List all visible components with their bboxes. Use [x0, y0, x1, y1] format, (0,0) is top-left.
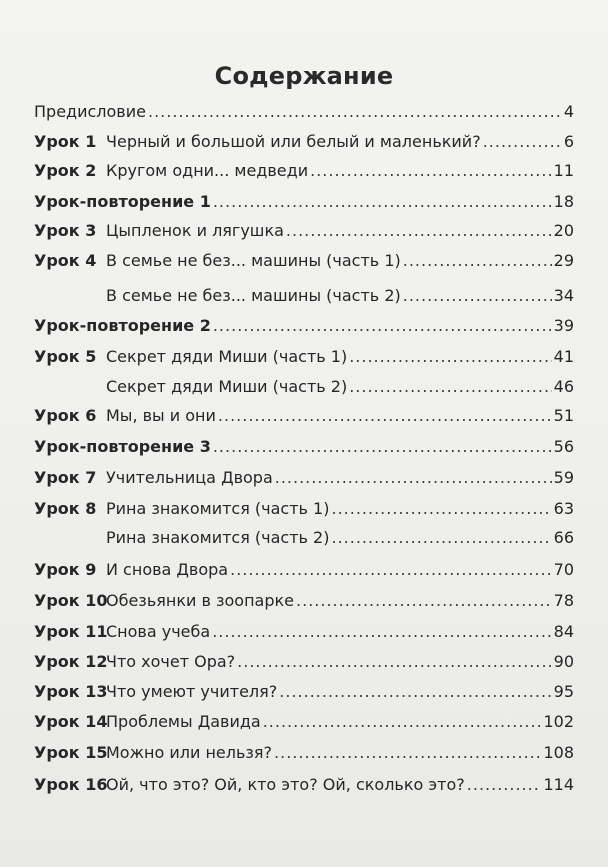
toc-page-number: 102 — [543, 712, 574, 731]
toc-lesson-number: Урок 8 — [34, 499, 97, 518]
toc-entry — [34, 621, 574, 643]
toc-entry — [34, 315, 574, 337]
toc-leader-dots — [349, 346, 551, 368]
toc-lesson-title: Секрет дяди Миши (часть 2) — [106, 377, 348, 396]
toc-page-number: 11 — [553, 161, 574, 180]
toc-leader-dots — [403, 285, 552, 307]
toc-leader-dots — [331, 527, 551, 549]
toc-lesson-number: Урок 13 — [34, 682, 108, 701]
toc-lesson-title: Обезьянки в зоопарке — [106, 591, 295, 610]
toc-entry — [34, 220, 574, 242]
toc-page-number: 46 — [553, 377, 574, 396]
toc-lesson-title: Что хочет Ора? — [106, 652, 236, 671]
toc-leader-dots — [279, 681, 551, 703]
toc-lesson-number: Урок 3 — [34, 221, 97, 240]
toc-lesson-number: Урок 5 — [34, 347, 97, 366]
toc-lesson-title: Предисловие — [34, 102, 146, 121]
toc-page-number: 18 — [553, 192, 574, 211]
toc-entry — [34, 346, 574, 368]
toc-lesson-title: Можно или нельзя? — [106, 743, 273, 762]
toc-lesson-number: Урок 14 — [34, 712, 108, 731]
toc-leader-dots — [296, 590, 552, 612]
toc-page-number: 90 — [553, 652, 574, 671]
toc-page-number: 84 — [553, 622, 574, 641]
toc-entry — [34, 160, 574, 182]
toc-leader-dots — [331, 498, 551, 520]
toc-lesson-number: Урок 12 — [34, 652, 108, 671]
toc-entry — [34, 405, 574, 427]
toc-leader-dots — [263, 711, 542, 733]
toc-entry — [34, 101, 574, 123]
toc-lesson-number: Урок-повторение 1 — [34, 192, 211, 211]
toc-lesson-number: Урок 11 — [34, 622, 108, 641]
toc-lesson-title: Рина знакомится (часть 1) — [106, 499, 330, 518]
toc-lesson-number: Урок 10 — [34, 591, 108, 610]
toc-page-number: 95 — [553, 682, 574, 701]
toc-page-number: 63 — [553, 499, 574, 518]
toc-lesson-title: Ой, что это? Ой, кто это? Ой, сколько это? — [106, 775, 465, 794]
toc-lesson-title: Проблемы Давида — [106, 712, 261, 731]
toc-page-number: 29 — [553, 251, 574, 270]
toc-page-number: 59 — [553, 468, 574, 487]
toc-leader-dots — [237, 651, 551, 673]
toc-page-number: 66 — [553, 528, 574, 547]
toc-page-number: 4 — [563, 102, 574, 121]
toc-leader-dots — [274, 742, 541, 764]
toc-lesson-title: В семье не без... машины (часть 2) — [106, 286, 401, 305]
toc-lesson-title: И снова Двора — [106, 560, 229, 579]
toc-page-number: 51 — [553, 406, 574, 425]
toc-leader-dots — [467, 774, 542, 796]
toc-entry — [34, 376, 574, 398]
toc-lesson-number: Урок 7 — [34, 468, 97, 487]
toc-lesson-title: Секрет дяди Миши (часть 1) — [106, 347, 348, 366]
toc-page-number: 6 — [563, 132, 574, 151]
toc-lesson-number: Урок 1 — [34, 132, 97, 151]
toc-entry — [34, 711, 574, 733]
toc-lesson-number: Урок 4 — [34, 251, 97, 270]
toc-page-number: 108 — [543, 743, 574, 762]
toc-leader-dots — [403, 250, 552, 272]
toc-page-number: 41 — [553, 347, 574, 366]
toc-lesson-title: Учительница Двора — [106, 468, 273, 487]
toc-page-number: 114 — [543, 775, 574, 794]
toc-leader-dots — [213, 315, 552, 337]
toc-entry — [34, 498, 574, 520]
toc-entry — [34, 559, 574, 581]
toc-lesson-title: Рина знакомится (часть 2) — [106, 528, 330, 547]
toc-lesson-number: Урок 9 — [34, 560, 97, 579]
toc-entry — [34, 191, 574, 213]
toc-leader-dots — [230, 559, 552, 581]
toc-leader-dots — [310, 160, 552, 182]
toc-entry — [34, 250, 574, 272]
toc-entry — [34, 742, 574, 764]
toc-page-number: 70 — [553, 560, 574, 579]
toc-page-number: 56 — [553, 437, 574, 456]
toc-lesson-number: Урок 6 — [34, 406, 97, 425]
toc-entry — [34, 436, 574, 458]
toc-lesson-number: Урок 16 — [34, 775, 108, 794]
page-title: Содержание — [214, 62, 394, 90]
toc-lesson-number: Урок-повторение 3 — [34, 437, 211, 456]
toc-lesson-number: Урок-повторение 2 — [34, 316, 211, 335]
toc-lesson-title: Снова учеба — [106, 622, 211, 641]
toc-lesson-title: Мы, вы и они — [106, 406, 216, 425]
toc-leader-dots — [213, 436, 552, 458]
toc-entry — [34, 467, 574, 489]
toc-entry — [34, 681, 574, 703]
toc-lesson-title: Черный и большой или белый и маленький? — [106, 132, 481, 151]
toc-page-number: 34 — [553, 286, 574, 305]
toc-entry — [34, 590, 574, 612]
toc-leader-dots — [286, 220, 552, 242]
toc-lesson-number: Урок 2 — [34, 161, 97, 180]
toc-page-number: 39 — [553, 316, 574, 335]
toc-lesson-title: Цыпленок и лягушка — [106, 221, 284, 240]
toc-entry — [34, 651, 574, 673]
toc-page-number: 20 — [553, 221, 574, 240]
toc-leader-dots — [275, 467, 552, 489]
toc-entry — [34, 285, 574, 307]
toc-entry — [34, 527, 574, 549]
toc-entry — [34, 131, 574, 153]
toc-leader-dots — [349, 376, 551, 398]
toc-leader-dots — [218, 405, 552, 427]
toc-lesson-title: Что умеют учителя? — [106, 682, 278, 701]
toc-lesson-title: В семье не без... машины (часть 1) — [106, 251, 401, 270]
toc-leader-dots — [212, 621, 551, 643]
toc-entry — [34, 774, 574, 796]
toc-leader-dots — [213, 191, 552, 213]
toc-leader-dots — [148, 101, 562, 123]
toc-leader-dots — [483, 131, 562, 153]
toc-lesson-number: Урок 15 — [34, 743, 108, 762]
toc-page-number: 78 — [553, 591, 574, 610]
toc-lesson-title: Кругом одни... медведи — [106, 161, 309, 180]
